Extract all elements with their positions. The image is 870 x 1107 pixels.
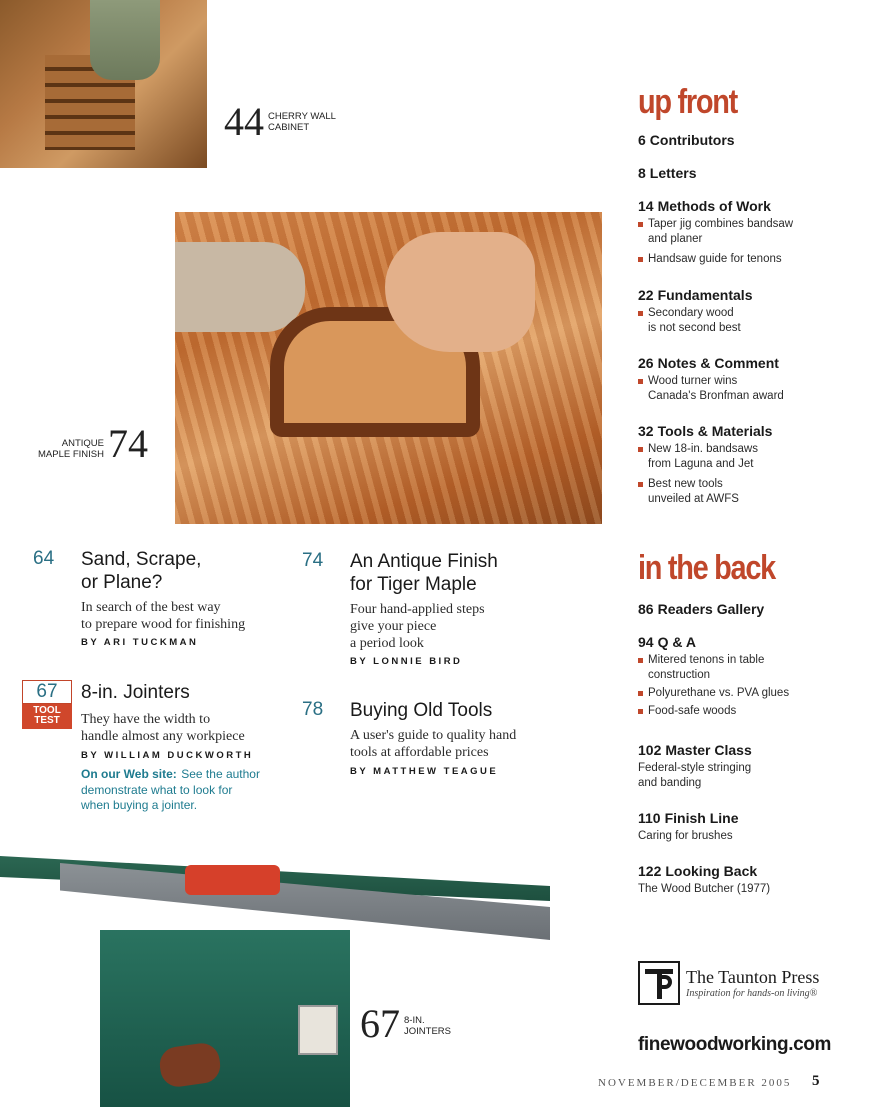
bullet-icon — [638, 222, 643, 227]
article-page: 78 — [302, 699, 324, 720]
toc-description: Federal-style stringing and banding — [638, 762, 752, 789]
toc-page: 8 — [638, 165, 646, 181]
toc-item[interactable] — [638, 601, 858, 617]
web-site-text: demonstrate what to look for — [81, 783, 233, 797]
toc-subitem: Secondary wood is not second best — [638, 306, 858, 336]
article-page: 74 — [302, 550, 324, 571]
article-byline: BY LONNIE BIRD — [350, 656, 463, 667]
article-dek: In search of the best way — [81, 600, 221, 615]
toc-title: Contributors — [649, 132, 735, 148]
article-title: Sand, Scrape, — [81, 549, 202, 570]
page-number: 5 — [812, 1073, 820, 1089]
web-site-label: On our Web site: — [81, 767, 177, 781]
cherry-wall-cabinet-photo — [0, 0, 207, 168]
article-dek: handle almost any workpiece — [81, 729, 245, 744]
callout-label: 8-IN. — [404, 1015, 425, 1026]
bullet-icon — [638, 691, 643, 696]
callout-page: 44 — [224, 99, 264, 144]
article-byline: BY WILLIAM DUCKWORTH — [81, 750, 254, 761]
article-title: or Plane? — [81, 572, 163, 593]
toc-item[interactable] — [638, 423, 858, 507]
toc-subitem: Mitered tenons in table construction — [638, 653, 858, 683]
toc-item[interactable] — [638, 132, 858, 148]
article-dek: tools at affordable prices — [350, 745, 489, 760]
callout-label: ANTIQUE — [61, 438, 104, 449]
callout-cabinet — [224, 99, 336, 144]
callout-label: JOINTERS — [404, 1026, 451, 1037]
toc-title: Methods of Work — [657, 198, 771, 214]
taunton-logo-icon — [638, 961, 680, 1005]
article-title: An Antique Finish — [350, 551, 498, 572]
publisher-name: The Taunton Press — [686, 967, 820, 987]
toc-item[interactable] — [638, 634, 858, 719]
publisher-tagline: Inspiration for hands-on living® — [686, 988, 818, 999]
toc-item[interactable] — [638, 742, 858, 791]
toc-subitem: Food-safe woods — [638, 704, 858, 719]
tool-test-label: TOOL TEST — [22, 704, 72, 729]
article-title: Buying Old Tools — [350, 700, 493, 721]
tool-test-badge — [22, 680, 72, 729]
toc-subitem: Wood turner wins Canada's Bronfman award — [638, 374, 858, 404]
toc-subitem: Taper jig combines bandsaw and planer — [638, 217, 858, 247]
toc-title: Finish Line — [664, 810, 739, 826]
toc-subitem: Handsaw guide for tenons — [638, 252, 858, 267]
web-site-text: See the author — [181, 767, 260, 781]
bullet-icon — [638, 482, 643, 487]
bullet-icon — [638, 447, 643, 452]
toc-subitem: Polyurethane vs. PVA glues — [638, 686, 858, 701]
toc-item[interactable] — [638, 355, 858, 404]
callout-page: 67 — [360, 1001, 400, 1046]
toc-page: 14 — [638, 198, 654, 214]
toc-page: 102 — [638, 742, 662, 758]
article-page: 67 — [22, 680, 72, 704]
web-site-note[interactable] — [81, 765, 331, 813]
callout-label: CABINET — [268, 122, 310, 133]
jointer-photo — [0, 820, 555, 1107]
toc-page: 94 — [638, 634, 654, 650]
callout-label: MAPLE FINISH — [38, 449, 104, 460]
section-heading-up-front: up front — [638, 83, 737, 121]
article-dek: A user's guide to quality hand — [350, 728, 517, 743]
toc-item[interactable] — [638, 863, 858, 897]
toc-item[interactable] — [638, 810, 858, 844]
toc-item[interactable] — [638, 198, 858, 267]
callout-page: 74 — [108, 421, 148, 466]
article-title: 8-in. Jointers — [81, 682, 190, 703]
toc-description: Caring for brushes — [638, 830, 733, 842]
article-dek: to prepare wood for finishing — [81, 617, 246, 632]
callout-label: CHERRY WALL — [268, 111, 336, 122]
article-dek: They have the width to — [81, 712, 211, 727]
website-link[interactable]: finewoodworking.com — [638, 1034, 831, 1055]
toc-subitem: Best new tools unveiled at AWFS — [638, 477, 858, 507]
toc-title: Fundamentals — [657, 287, 753, 303]
toc-title: Readers Gallery — [657, 601, 765, 617]
toc-page: 22 — [638, 287, 654, 303]
article-dek: a period look — [350, 636, 424, 651]
bullet-icon — [638, 311, 643, 316]
toc-item[interactable] — [638, 165, 858, 181]
toc-title: Looking Back — [665, 863, 758, 879]
toc-page: 32 — [638, 423, 654, 439]
article-byline: BY ARI TUCKMAN — [81, 637, 199, 648]
toc-title: Master Class — [665, 742, 752, 758]
taunton-press-logo — [638, 958, 828, 1008]
article-dek: Four hand-applied steps — [350, 602, 485, 617]
web-site-text: when buying a jointer. — [81, 798, 198, 812]
article-dek: give your piece — [350, 619, 437, 634]
toc-title: Letters — [649, 165, 697, 181]
toc-subitem: New 18-in. bandsaws from Laguna and Jet — [638, 442, 858, 472]
bullet-icon — [638, 658, 643, 663]
toc-page: 122 — [638, 863, 662, 879]
bullet-icon — [638, 379, 643, 384]
article-byline: BY MATTHEW TEAGUE — [350, 766, 499, 777]
article-page: 64 — [33, 548, 55, 569]
bullet-icon — [638, 257, 643, 262]
callout-jointer — [360, 1001, 451, 1046]
callout-maple — [38, 421, 148, 466]
tiger-maple-finish-photo — [175, 212, 602, 524]
toc-title: Notes & Comment — [657, 355, 779, 371]
toc-page: 110 — [638, 810, 661, 826]
article-title: for Tiger Maple — [350, 574, 477, 595]
toc-page: 86 — [638, 601, 654, 617]
toc-title: Tools & Materials — [657, 423, 773, 439]
section-heading-in-the-back: in the back — [638, 549, 775, 587]
toc-title: Q & A — [657, 634, 696, 650]
toc-description: The Wood Butcher (1977) — [638, 883, 771, 895]
issue-date: NOVEMBER/DECEMBER 2005 — [598, 1077, 792, 1089]
toc-item[interactable] — [638, 287, 858, 336]
toc-page: 6 — [638, 132, 646, 148]
toc-page: 26 — [638, 355, 654, 371]
bullet-icon — [638, 709, 643, 714]
